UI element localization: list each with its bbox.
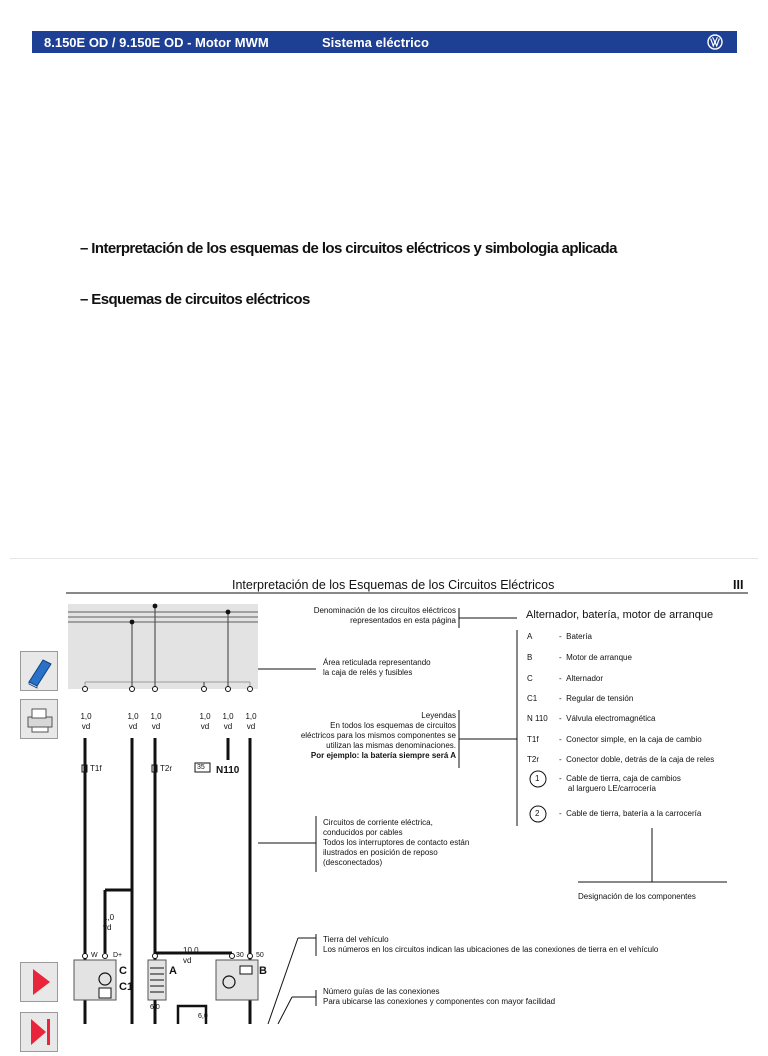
circuit-name-value: Alternador, batería, motor de arranque xyxy=(526,609,714,621)
component-code: C1 xyxy=(527,694,538,703)
component-desc: - Cable de tierra, batería a la carrocería xyxy=(559,809,702,818)
valve-n110-label: N110 xyxy=(216,765,240,776)
wire-label: 1,0 vd xyxy=(150,712,162,731)
page-number: III xyxy=(733,578,744,592)
topic-schemas: – Esquemas de circuitos eléctricos xyxy=(80,291,310,308)
callout-ground-title: Tierra del vehículo xyxy=(323,935,389,944)
component-desc: - Válvula electromagnética xyxy=(559,714,656,723)
component-c1-label: C1 xyxy=(119,981,134,993)
connector-t1f: T1f xyxy=(90,764,102,773)
connector-t2r: T2r xyxy=(160,764,172,773)
component-code: T1f xyxy=(527,735,539,744)
ground-2-number: 2 xyxy=(535,809,540,818)
callout-cables: Circuitos de corriente eléctrica, conducidos por cables Todos los interruptores de contacto están ilustrados en posición de reposo (desconectados) xyxy=(323,818,470,867)
component-desc: - Batería xyxy=(559,632,592,641)
wire-label: 1,0 vd xyxy=(103,913,115,932)
callout-legend: Leyendas En todos los esquemas de circuitos eléctricos para los mismos componentes se utilizan las mismas denominaciones. Por ejemplo: la batería siempre será A xyxy=(300,711,456,760)
callout-ground-desc: Los números en los circuitos indican las ubicaciones de las conexiones de tierra en el vehículo xyxy=(323,945,659,954)
component-desc: - Motor de arranque xyxy=(559,653,632,662)
diagram-page xyxy=(0,560,768,1024)
callout-guides-desc: Para ubicarse las conexiones y componentes con mayor facilidad xyxy=(323,997,556,1006)
callout-circuit-name: Denominación de los circuitos eléctricos representados en esta página xyxy=(313,606,456,625)
component-code: C xyxy=(527,674,533,683)
component-a-label: A xyxy=(169,965,177,977)
component-code: N 110 xyxy=(527,714,548,723)
wire-label: 10,0 vd xyxy=(183,946,199,965)
bottom-wire-label: 6,0 xyxy=(198,1013,208,1020)
last-page-button[interactable] xyxy=(20,1012,58,1052)
wire-label: 1,0 vd xyxy=(127,712,139,731)
diagram-title: Interpretación de los Esquemas de los Circuitos Eléctricos xyxy=(232,578,555,592)
document-title: 8.150E OD / 9.150E OD - Motor MWM xyxy=(44,35,269,50)
contents-book-icon xyxy=(21,652,57,690)
ground-1-number: 1 xyxy=(535,774,540,783)
document-subtitle: Sistema eléctrico xyxy=(322,35,429,50)
pin-30: 30 xyxy=(236,952,244,959)
component-desc: - Alternador xyxy=(559,674,604,683)
fuse-label: 35 xyxy=(197,764,205,771)
contents-button[interactable] xyxy=(20,651,58,691)
component-code: B xyxy=(527,653,533,662)
component-b-label: B xyxy=(259,965,267,977)
wire-label: 1,0 vd xyxy=(245,712,257,731)
next-page-icon xyxy=(21,963,57,1001)
page-divider xyxy=(10,558,758,559)
component-desc: - Cable de tierra, caja de cambios al larguero LE/carrocería xyxy=(559,774,681,793)
next-page-button[interactable] xyxy=(20,962,58,1002)
component-code: T2r xyxy=(527,755,539,764)
component-desc: - Conector doble, detrás de la caja de reles xyxy=(559,755,715,764)
wire-label: 1,0 vd xyxy=(199,712,211,731)
topic-interpretation: – Interpretación de los esquemas de los circuitos eléctricos y simbologia aplicada xyxy=(80,240,617,257)
pin-50: 50 xyxy=(256,952,264,959)
callout-designation: Designación de los componentes xyxy=(578,892,696,901)
last-page-icon xyxy=(21,1013,57,1051)
pin-w: W xyxy=(91,952,98,959)
document-header xyxy=(32,31,737,53)
wire-label: 1,0 vd xyxy=(222,712,234,731)
component-c-label: C xyxy=(119,965,127,977)
callout-guides-title: Número guías de las conexiones xyxy=(323,987,440,996)
callout-relay-area: Área reticulada representando la caja de relés y fusibles xyxy=(323,658,431,677)
component-desc: - Regular de tensión xyxy=(559,694,634,703)
pin-d-plus: D+ xyxy=(113,952,123,959)
print-icon xyxy=(21,700,57,738)
component-desc: - Conector simple, en la caja de cambio xyxy=(559,735,702,744)
wire-label: 1,0 vd xyxy=(80,712,92,731)
bottom-wire-label: 6,0 xyxy=(150,1004,160,1011)
component-code: A xyxy=(527,632,533,641)
print-button[interactable] xyxy=(20,699,58,739)
vw-logo-icon xyxy=(707,34,723,50)
